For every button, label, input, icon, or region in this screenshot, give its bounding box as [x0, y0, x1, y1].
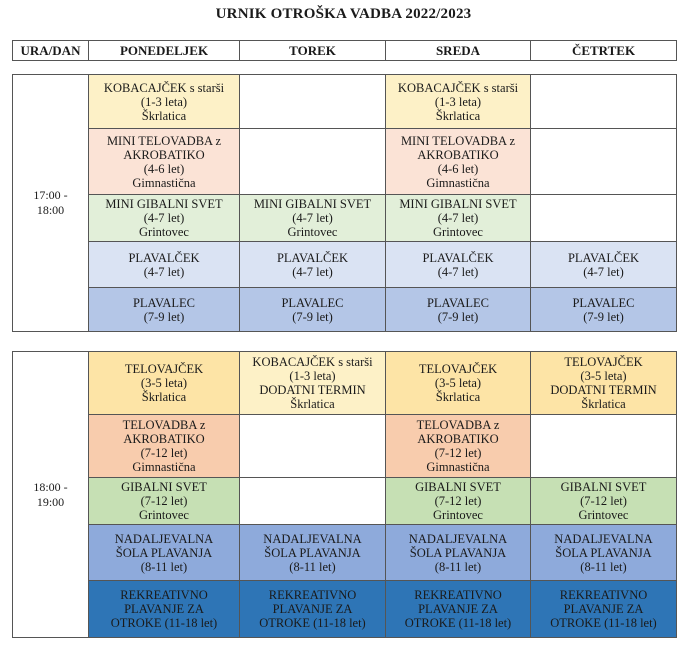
class-cell-line: AKROBATIKO: [417, 432, 499, 446]
class-cell: [386, 581, 531, 638]
class-cell-line: MINI GIBALNI SVET: [399, 197, 517, 211]
schedule-row: [13, 195, 677, 242]
schedule-row: [13, 352, 677, 415]
class-cell: [89, 195, 240, 242]
class-cell: [386, 415, 531, 478]
time-slot-cell: [13, 352, 89, 638]
class-cell-line: NADALJEVALNA: [263, 531, 362, 546]
header-time-day: URA/DAN: [13, 41, 89, 61]
class-cell-line: PLAVALEC: [281, 295, 344, 310]
class-cell-line: Škrlatica: [141, 390, 187, 404]
class-cell: [89, 242, 240, 288]
class-cell-line: KOBACAJČEK s starši: [252, 355, 373, 369]
class-cell-line: Grintovec: [578, 508, 629, 522]
class-cell-line: (4-7 let): [583, 264, 624, 279]
class-cell-line: TELOVAJČEK: [124, 362, 204, 376]
class-cell-line: (7-12 let): [434, 446, 482, 460]
class-cell-line: (4-6 let): [437, 161, 479, 176]
class-cell-line: TELOVAJČEK: [418, 362, 498, 376]
time-slot-label: 18:00: [36, 203, 65, 217]
class-cell-line: Škrlatica: [290, 397, 335, 411]
class-cell: [531, 242, 677, 288]
class-cell-line: REKREATIVNO: [559, 588, 648, 602]
class-cell-line: (4-7 let): [292, 264, 333, 279]
class-cell-line: PLAVALČEK: [567, 250, 640, 265]
class-cell-line: (3-5 leta): [434, 376, 482, 390]
class-cell-line: (8-11 let): [140, 559, 188, 574]
class-cell-line: OTROKE (11-18 let): [110, 616, 218, 630]
header-tuesday: TOREK: [240, 41, 386, 61]
class-cell-line: PLAVANJE ZA: [124, 602, 204, 616]
class-cell: [531, 581, 677, 638]
class-cell: [89, 129, 240, 195]
class-cell-line: Grintovec: [139, 225, 189, 239]
class-cell-line: (3-5 leta): [140, 376, 188, 390]
class-cell: [386, 288, 531, 332]
class-cell-line: Škrlatica: [581, 397, 626, 411]
class-cell-line: GIBALNI SVET: [415, 480, 501, 494]
class-cell-line: Grintovec: [287, 225, 338, 239]
class-cell-line: AKROBATIKO: [123, 147, 205, 162]
empty-cell: [531, 75, 677, 129]
class-cell: [240, 288, 386, 332]
class-cell-line: (7-9 let): [437, 309, 479, 324]
class-cell: [240, 581, 386, 638]
class-cell-line: PLAVALČEK: [422, 250, 494, 265]
class-cell: [386, 352, 531, 415]
class-cell-line: PLAVANJE ZA: [418, 602, 498, 616]
class-cell-line: (4-7 let): [143, 264, 185, 279]
class-cell-line: MINI TELOVADBA z: [400, 133, 516, 148]
class-cell: [386, 195, 531, 242]
class-cell: [386, 478, 531, 525]
empty-cell: [240, 478, 386, 525]
schedule-row: [13, 525, 677, 581]
class-cell: [89, 525, 240, 581]
class-cell-line: REKREATIVNO: [414, 588, 502, 602]
time-slot-cell: [13, 75, 89, 332]
class-cell-line: PLAVALEC: [132, 295, 196, 310]
time-slot-label: 19:00: [36, 494, 65, 509]
schedule-row: [13, 75, 677, 129]
class-cell-line: (7-12 let): [580, 494, 627, 508]
class-cell-line: ŠOLA PLAVANJA: [264, 545, 361, 560]
class-cell-line: Grintovec: [433, 225, 483, 239]
schedule-row: [13, 288, 677, 332]
schedule-row: [13, 129, 677, 195]
class-cell-line: (8-11 let): [289, 559, 336, 574]
class-cell-line: OTROKE (11-18 let): [259, 616, 366, 630]
header-wednesday: SREDA: [386, 41, 531, 61]
class-cell-line: GIBALNI SVET: [560, 480, 647, 494]
class-cell-line: Grintovec: [433, 508, 483, 522]
header-monday: PONEDELJEK: [89, 41, 240, 61]
schedule-row: [13, 478, 677, 525]
class-cell-line: TELOVADBA z: [122, 418, 206, 432]
empty-cell: [531, 129, 677, 195]
class-cell: [386, 242, 531, 288]
class-cell-line: (7-12 let): [434, 494, 482, 508]
class-cell-line: DODATNI TERMIN: [259, 383, 366, 397]
class-cell-line: PLAVALČEK: [128, 250, 200, 265]
class-cell: [240, 352, 386, 415]
class-cell-line: (4-7 let): [292, 211, 333, 225]
class-cell-line: GIBALNI SVET: [121, 480, 207, 494]
class-cell-line: Grintovec: [139, 508, 189, 522]
page-title: URNIK OTROŠKA VADBA 2022/2023: [215, 6, 472, 22]
class-cell-line: Škrlatica: [435, 390, 481, 404]
class-cell: [386, 75, 531, 129]
class-cell-line: REKREATIVNO: [268, 588, 357, 602]
class-cell-line: PLAVALEC: [572, 295, 635, 310]
empty-cell: [240, 75, 386, 129]
class-cell-line: NADALJEVALNA: [408, 531, 508, 546]
class-cell-line: Škrlatica: [435, 108, 481, 123]
class-cell: [89, 415, 240, 478]
class-cell-line: (4-7 let): [437, 211, 479, 225]
class-cell: [240, 195, 386, 242]
class-cell: [240, 525, 386, 581]
class-cell-line: MINI TELOVADBA z: [106, 133, 222, 148]
class-cell-line: MINI GIBALNI SVET: [253, 197, 372, 211]
class-cell: [531, 352, 677, 415]
class-cell-line: Gimnastična: [426, 460, 490, 474]
class-cell-line: OTROKE (11-18 let): [404, 616, 512, 630]
class-cell: [89, 75, 240, 129]
class-cell-line: TELOVADBA z: [416, 418, 500, 432]
class-cell-line: NADALJEVALNA: [114, 531, 214, 546]
class-cell-line: (8-11 let): [580, 559, 627, 574]
class-cell: [89, 478, 240, 525]
class-cell-line: (7-9 let): [583, 309, 624, 324]
class-cell: [386, 525, 531, 581]
class-cell-line: TELOVAJČEK: [564, 355, 643, 369]
time-slot-label: 18:00 -: [33, 479, 68, 494]
class-cell-line: REKREATIVNO: [120, 588, 208, 602]
class-cell-line: (4-7 let): [437, 264, 479, 279]
class-cell-line: MINI GIBALNI SVET: [105, 197, 223, 211]
class-cell-line: KOBACAJČEK s starši: [103, 80, 225, 95]
class-cell: [531, 525, 677, 581]
schedule-row: [13, 415, 677, 478]
class-cell-line: (3-5 leta): [580, 369, 627, 383]
class-cell-line: ŠOLA PLAVANJA: [409, 545, 507, 560]
class-cell: [89, 352, 240, 415]
class-cell-line: (4-7 let): [143, 211, 185, 225]
class-cell-line: Gimnastična: [132, 460, 196, 474]
class-cell-line: KOBACAJČEK s starši: [397, 80, 519, 95]
class-cell-line: Škrlatica: [141, 108, 187, 123]
class-cell-line: ŠOLA PLAVANJA: [555, 545, 652, 560]
schedule-header: [12, 40, 677, 61]
empty-cell: [240, 129, 386, 195]
schedule-row: [13, 242, 677, 288]
class-cell-line: AKROBATIKO: [123, 432, 205, 446]
class-cell-line: Gimnastična: [132, 175, 196, 190]
empty-cell: [240, 415, 386, 478]
class-cell-line: NADALJEVALNA: [554, 531, 653, 546]
class-cell-line: (1-3 leta): [434, 94, 482, 109]
class-cell-line: (1-3 leta): [140, 94, 188, 109]
empty-cell: [531, 415, 677, 478]
schedule-row: [13, 581, 677, 638]
class-cell-line: (7-12 let): [140, 446, 188, 460]
class-cell: [89, 288, 240, 332]
schedule-block-18-19: [12, 351, 677, 638]
class-cell-line: DODATNI TERMIN: [550, 383, 657, 397]
class-cell: [531, 478, 677, 525]
class-cell-line: OTROKE (11-18 let): [550, 616, 657, 630]
class-cell: [240, 242, 386, 288]
empty-cell: [531, 195, 677, 242]
class-cell-line: (4-6 let): [143, 161, 185, 176]
class-cell-line: AKROBATIKO: [417, 147, 499, 162]
class-cell: [531, 288, 677, 332]
class-cell-line: ŠOLA PLAVANJA: [115, 545, 213, 560]
header-thursday: ČETRTEK: [531, 41, 677, 61]
class-cell-line: Gimnastična: [426, 175, 490, 190]
schedule-block-17-18: [12, 74, 677, 332]
class-cell-line: (8-11 let): [434, 559, 482, 574]
class-cell-line: (1-3 leta): [289, 369, 336, 383]
class-cell-line: PLAVANJE ZA: [563, 602, 644, 616]
class-cell-line: PLAVALČEK: [276, 250, 349, 265]
class-cell-line: (7-9 let): [143, 309, 185, 324]
class-cell-line: PLAVANJE ZA: [272, 602, 353, 616]
class-cell: [386, 129, 531, 195]
class-cell-line: (7-12 let): [140, 494, 188, 508]
time-slot-label: 17:00 -: [33, 188, 68, 202]
class-cell-line: (7-9 let): [292, 309, 333, 324]
class-cell: [89, 581, 240, 638]
class-cell-line: PLAVALEC: [426, 295, 490, 310]
